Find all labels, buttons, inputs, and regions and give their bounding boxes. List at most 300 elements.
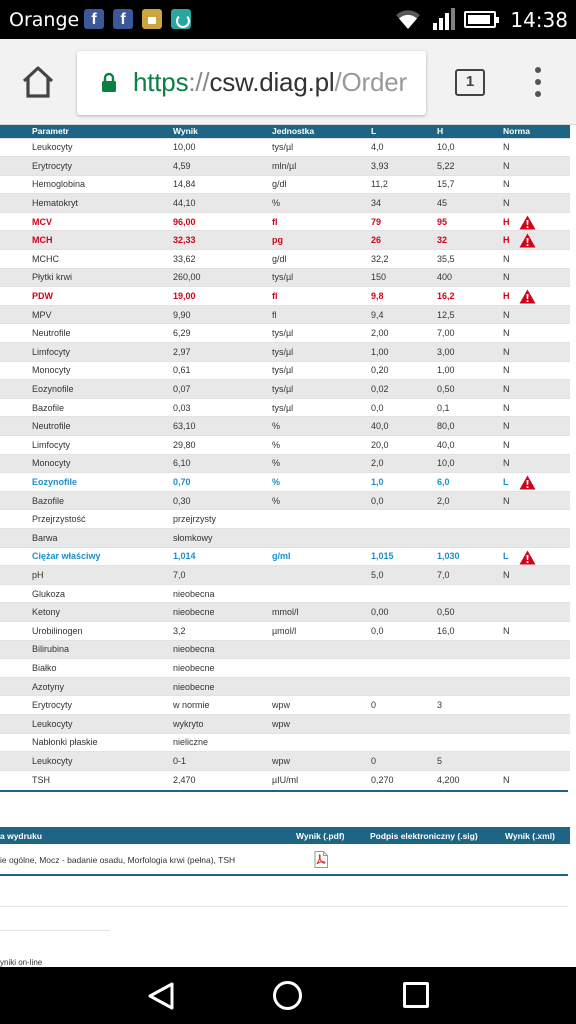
row-spacer	[0, 361, 32, 380]
param-cell: Bilirubina	[32, 640, 173, 659]
norm-label: N	[503, 774, 510, 785]
param-cell: Monocyty	[32, 361, 173, 380]
unit-cell	[272, 677, 371, 696]
low-cell: 150	[371, 268, 437, 287]
value-cell: 2,470	[173, 770, 272, 789]
param-cell: Azotyny	[32, 677, 173, 696]
table-row	[0, 268, 570, 287]
param-cell: Przejrzystość	[32, 510, 173, 529]
param-cell: Limfocyty	[32, 436, 173, 455]
unit-cell: fl	[272, 287, 371, 306]
table-row	[0, 491, 570, 510]
row-spacer	[0, 194, 32, 213]
app-notification-icon	[171, 9, 191, 29]
unit-cell	[272, 640, 371, 659]
norm-cell	[503, 175, 570, 194]
param-cell: Urobilinogen	[32, 621, 173, 640]
overflow-menu-icon[interactable]	[532, 67, 544, 97]
tab-switcher-button[interactable]: 1	[455, 69, 485, 96]
norm-cell	[503, 714, 570, 733]
table-row	[0, 770, 570, 789]
norm-cell	[503, 677, 570, 696]
row-spacer	[0, 770, 32, 789]
value-cell: 14,84	[173, 175, 272, 194]
pdf-file-icon[interactable]	[314, 851, 328, 868]
high-cell	[437, 510, 503, 529]
low-cell: 9,4	[371, 305, 437, 324]
norm-cell	[503, 566, 570, 585]
high-cell: 7,00	[437, 324, 503, 343]
param-cell: Erytrocyty	[32, 696, 173, 715]
unit-cell	[272, 528, 371, 547]
low-cell: 2,0	[371, 454, 437, 473]
unit-cell: %	[272, 473, 371, 492]
norm-label: N	[503, 253, 510, 264]
header-high: H	[437, 125, 503, 138]
header-spacer	[0, 125, 32, 138]
high-cell: 12,5	[437, 305, 503, 324]
row-spacer	[0, 380, 32, 399]
param-cell: Ketony	[32, 603, 173, 622]
table-row	[0, 528, 570, 547]
value-cell: 10,00	[173, 138, 272, 157]
table-row	[0, 547, 570, 566]
status-icons	[348, 8, 568, 30]
header-value: Wynik	[173, 125, 272, 138]
low-cell	[371, 733, 437, 752]
row-spacer	[0, 491, 32, 510]
param-cell: MPV	[32, 305, 173, 324]
table-row	[0, 361, 570, 380]
value-cell: nieobecne	[173, 603, 272, 622]
param-cell: Płytki krwi	[32, 268, 173, 287]
warning-icon	[519, 550, 536, 565]
low-cell: 0,20	[371, 361, 437, 380]
row-spacer	[0, 528, 32, 547]
high-cell: 16,2	[437, 287, 503, 306]
norm-cell	[503, 231, 570, 250]
unit-cell: g/dl	[272, 175, 371, 194]
header-printout: a wydruku	[0, 827, 296, 844]
norm-cell	[503, 157, 570, 176]
norm-cell	[503, 138, 570, 157]
header-pdf: Wynik (.pdf)	[296, 827, 370, 844]
value-cell: 0,70	[173, 473, 272, 492]
norm-cell	[503, 603, 570, 622]
unit-cell: g/dl	[272, 250, 371, 269]
table-row	[0, 696, 570, 715]
row-spacer	[0, 324, 32, 343]
battery-icon	[464, 11, 496, 28]
norm-label: H	[503, 235, 510, 246]
low-cell: 0	[371, 752, 437, 771]
facebook-notification-icon: f	[84, 9, 104, 29]
norm-cell	[503, 733, 570, 752]
low-cell: 11,2	[371, 175, 437, 194]
row-spacer	[0, 752, 32, 771]
lock-notification-icon	[142, 9, 162, 29]
table-row	[0, 659, 570, 678]
header-xml: Wynik (.xml)	[505, 827, 570, 844]
param-cell: Leukocyty	[32, 752, 173, 771]
unit-cell: fl	[272, 305, 371, 324]
param-cell: PDW	[32, 287, 173, 306]
row-spacer	[0, 343, 32, 362]
value-cell: słomkowy	[173, 528, 272, 547]
table-row	[0, 194, 570, 213]
table-row	[0, 454, 570, 473]
row-spacer	[0, 268, 32, 287]
norm-cell	[503, 436, 570, 455]
table-row	[0, 733, 570, 752]
norm-cell	[503, 584, 570, 603]
value-cell: 0,03	[173, 398, 272, 417]
table-row	[0, 231, 570, 250]
low-cell	[371, 510, 437, 529]
norm-label: H	[503, 291, 510, 302]
row-spacer	[0, 696, 32, 715]
norm-label: N	[503, 365, 510, 376]
value-cell: 0,61	[173, 361, 272, 380]
norm-label: N	[503, 272, 510, 283]
norm-label: N	[503, 439, 510, 450]
high-cell: 4,200	[437, 770, 503, 789]
download-sig-cell	[370, 844, 505, 875]
high-cell	[437, 584, 503, 603]
low-cell: 40,0	[371, 417, 437, 436]
unit-cell: tys/µl	[272, 380, 371, 399]
norm-label: N	[503, 346, 510, 357]
unit-cell: wpw	[272, 752, 371, 771]
unit-cell: µmol/l	[272, 621, 371, 640]
results-header-row	[0, 125, 570, 138]
warning-icon	[519, 475, 536, 490]
unit-cell: tys/µl	[272, 361, 371, 380]
norm-label: N	[503, 495, 510, 506]
table-row	[0, 621, 570, 640]
url-text[interactable]	[133, 67, 407, 98]
value-cell: 0,30	[173, 491, 272, 510]
unit-cell: tys/µl	[272, 398, 371, 417]
table-row	[0, 566, 570, 585]
row-spacer	[0, 417, 32, 436]
norm-label: N	[503, 569, 510, 580]
table-row	[0, 287, 570, 306]
norm-cell	[503, 380, 570, 399]
unit-cell: tys/µl	[272, 138, 371, 157]
value-cell: 19,00	[173, 287, 272, 306]
low-cell: 5,0	[371, 566, 437, 585]
norm-cell	[503, 454, 570, 473]
table-row	[0, 473, 570, 492]
high-cell: 80,0	[437, 417, 503, 436]
section-divider	[0, 930, 110, 931]
high-cell: 40,0	[437, 436, 503, 455]
results-body	[0, 138, 570, 789]
header-unit: Jednostka	[272, 125, 371, 138]
norm-label: L	[503, 476, 509, 487]
unit-cell: tys/µl	[272, 343, 371, 362]
row-spacer	[0, 231, 32, 250]
value-cell: wykryto	[173, 714, 272, 733]
unit-cell	[272, 659, 371, 678]
download-pdf-cell	[296, 844, 370, 875]
page-content	[0, 125, 576, 967]
low-cell	[371, 640, 437, 659]
low-cell: 1,00	[371, 343, 437, 362]
carrier-name: Orange	[9, 9, 80, 31]
low-cell: 0	[371, 696, 437, 715]
norm-cell	[503, 752, 570, 771]
param-cell: Hemoglobina	[32, 175, 173, 194]
norm-cell	[503, 250, 570, 269]
param-cell: Nabłonki płaskie	[32, 733, 173, 752]
value-cell: 0-1	[173, 752, 272, 771]
low-cell: 20,0	[371, 436, 437, 455]
value-cell: nieliczne	[173, 733, 272, 752]
unit-cell: g/ml	[272, 547, 371, 566]
table-row	[0, 305, 570, 324]
norm-cell	[503, 528, 570, 547]
downloads-divider	[0, 874, 568, 876]
param-cell: Neutrofile	[32, 324, 173, 343]
unit-cell: %	[272, 194, 371, 213]
row-spacer	[0, 621, 32, 640]
low-cell	[371, 584, 437, 603]
unit-cell	[272, 733, 371, 752]
value-cell: 96,00	[173, 212, 272, 231]
value-cell: nieobecne	[173, 677, 272, 696]
norm-cell	[503, 696, 570, 715]
row-spacer	[0, 436, 32, 455]
high-cell: 45	[437, 194, 503, 213]
table-row	[0, 157, 570, 176]
value-cell: nieobecna	[173, 584, 272, 603]
table-row	[0, 417, 570, 436]
value-cell: 1,014	[173, 547, 272, 566]
header-param: Parametr	[32, 125, 173, 138]
high-cell: 95	[437, 212, 503, 231]
home-circle-icon[interactable]	[273, 981, 302, 1010]
norm-cell	[503, 287, 570, 306]
back-icon[interactable]	[146, 981, 176, 1011]
norm-label: N	[503, 198, 510, 209]
high-cell	[437, 733, 503, 752]
low-cell: 0,02	[371, 380, 437, 399]
table-row	[0, 324, 570, 343]
norm-label: N	[503, 328, 510, 339]
norm-label: N	[503, 309, 510, 320]
header-norm: Norma	[503, 125, 570, 138]
recent-apps-icon[interactable]	[403, 982, 429, 1008]
row-spacer	[0, 733, 32, 752]
norm-cell	[503, 621, 570, 640]
norm-cell	[503, 324, 570, 343]
high-cell: 1,030	[437, 547, 503, 566]
high-cell: 6,0	[437, 473, 503, 492]
row-spacer	[0, 603, 32, 622]
param-cell: Białko	[32, 659, 173, 678]
low-cell: 3,93	[371, 157, 437, 176]
value-cell: 29,80	[173, 436, 272, 455]
low-cell	[371, 714, 437, 733]
unit-cell: wpw	[272, 714, 371, 733]
downloads-table	[0, 827, 570, 875]
results-table	[0, 125, 570, 789]
table-row	[0, 510, 570, 529]
value-cell: przejrzysty	[173, 510, 272, 529]
low-cell: 26	[371, 231, 437, 250]
norm-label: N	[503, 625, 510, 636]
param-cell: Hematokryt	[32, 194, 173, 213]
high-cell: 15,7	[437, 175, 503, 194]
table-row	[0, 343, 570, 362]
norm-cell	[503, 510, 570, 529]
download-row	[0, 844, 570, 875]
warning-icon	[519, 215, 536, 230]
unit-cell: µIU/ml	[272, 770, 371, 789]
value-cell: 3,2	[173, 621, 272, 640]
url-path: /Order	[334, 67, 407, 97]
param-cell: Ciężar właściwy	[32, 547, 173, 566]
header-sig: Podpis elektroniczny (.sig)	[370, 827, 505, 844]
high-cell: 5	[437, 752, 503, 771]
value-cell: 44,10	[173, 194, 272, 213]
row-spacer	[0, 640, 32, 659]
param-cell: TSH	[32, 770, 173, 789]
high-cell: 1,00	[437, 361, 503, 380]
high-cell: 3,00	[437, 343, 503, 362]
value-cell: 0,07	[173, 380, 272, 399]
unit-cell: tys/µl	[272, 268, 371, 287]
row-spacer	[0, 305, 32, 324]
norm-cell	[503, 659, 570, 678]
high-cell: 3	[437, 696, 503, 715]
table-row	[0, 677, 570, 696]
high-cell: 32	[437, 231, 503, 250]
browser-toolbar	[0, 39, 576, 125]
value-cell: 63,10	[173, 417, 272, 436]
param-cell: Barwa	[32, 528, 173, 547]
table-row	[0, 584, 570, 603]
norm-cell	[503, 547, 570, 566]
unit-cell: %	[272, 454, 371, 473]
low-cell: 2,00	[371, 324, 437, 343]
high-cell: 7,0	[437, 566, 503, 585]
download-xml-cell	[505, 844, 570, 875]
value-cell: 32,33	[173, 231, 272, 250]
row-spacer	[0, 473, 32, 492]
low-cell: 1,0	[371, 473, 437, 492]
table-row	[0, 714, 570, 733]
param-cell: Eozynofile	[32, 473, 173, 492]
unit-cell	[272, 510, 371, 529]
table-row	[0, 212, 570, 231]
low-cell: 0,270	[371, 770, 437, 789]
signal-icon	[432, 8, 456, 30]
facebook-notification-icon: f	[113, 9, 133, 29]
url-host: csw.diag.pl	[209, 67, 335, 97]
low-cell: 0,0	[371, 621, 437, 640]
table-row	[0, 603, 570, 622]
low-cell	[371, 677, 437, 696]
low-cell: 0,00	[371, 603, 437, 622]
address-bar[interactable]	[77, 51, 426, 115]
row-spacer	[0, 250, 32, 269]
param-cell: MCV	[32, 212, 173, 231]
norm-label: N	[503, 384, 510, 395]
value-cell: w normie	[173, 696, 272, 715]
clock: 14:38	[510, 8, 568, 32]
norm-cell	[503, 640, 570, 659]
lock-icon	[101, 72, 117, 92]
table-row	[0, 138, 570, 157]
low-cell: 34	[371, 194, 437, 213]
norm-cell	[503, 491, 570, 510]
header-low: L	[371, 125, 437, 138]
unit-cell: %	[272, 436, 371, 455]
param-cell: Neutrofile	[32, 417, 173, 436]
high-cell: 400	[437, 268, 503, 287]
norm-label: N	[503, 160, 510, 171]
param-cell: Leukocyty	[32, 138, 173, 157]
low-cell: 1,015	[371, 547, 437, 566]
table-row	[0, 398, 570, 417]
param-cell: Monocyty	[32, 454, 173, 473]
param-cell: Glukoza	[32, 584, 173, 603]
norm-cell	[503, 473, 570, 492]
high-cell: 0,50	[437, 603, 503, 622]
navigation-bar	[0, 967, 576, 1024]
norm-cell	[503, 343, 570, 362]
unit-cell: fl	[272, 212, 371, 231]
value-cell: 7,0	[173, 566, 272, 585]
unit-cell	[272, 566, 371, 585]
unit-cell: tys/µl	[272, 324, 371, 343]
table-divider	[0, 790, 568, 792]
status-bar	[0, 0, 576, 39]
unit-cell	[272, 584, 371, 603]
norm-label: N	[503, 402, 510, 413]
norm-cell	[503, 212, 570, 231]
low-cell	[371, 528, 437, 547]
table-row	[0, 640, 570, 659]
home-icon[interactable]	[20, 65, 56, 99]
table-row	[0, 175, 570, 194]
unit-cell: mln/µl	[272, 157, 371, 176]
table-row	[0, 250, 570, 269]
online-results-link[interactable]: yniki on-line	[0, 958, 43, 967]
unit-cell: mmol/l	[272, 603, 371, 622]
value-cell: nieobecne	[173, 659, 272, 678]
value-cell: 9,90	[173, 305, 272, 324]
value-cell: 260,00	[173, 268, 272, 287]
row-spacer	[0, 398, 32, 417]
row-spacer	[0, 287, 32, 306]
low-cell: 0,0	[371, 398, 437, 417]
unit-cell: wpw	[272, 696, 371, 715]
row-spacer	[0, 659, 32, 678]
warning-icon	[519, 289, 536, 304]
row-spacer	[0, 454, 32, 473]
value-cell: 2,97	[173, 343, 272, 362]
high-cell: 0,50	[437, 380, 503, 399]
row-spacer	[0, 138, 32, 157]
low-cell: 0,0	[371, 491, 437, 510]
norm-cell	[503, 398, 570, 417]
high-cell	[437, 677, 503, 696]
high-cell: 10,0	[437, 138, 503, 157]
